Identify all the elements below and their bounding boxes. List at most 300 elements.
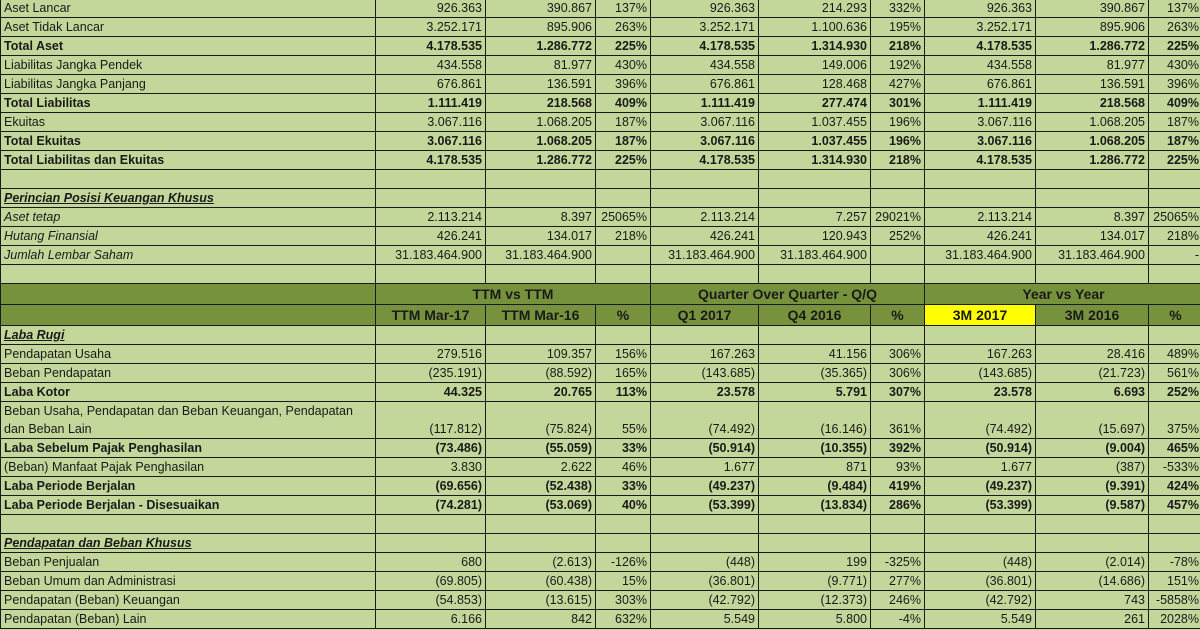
- value-cell[interactable]: 29021%: [871, 208, 925, 227]
- empty-cell[interactable]: [1149, 170, 1200, 189]
- empty-cell[interactable]: [596, 515, 651, 534]
- empty-cell[interactable]: [376, 515, 486, 534]
- value-cell[interactable]: 390.867: [1036, 0, 1149, 18]
- value-cell[interactable]: (36.801): [651, 572, 759, 591]
- value-cell[interactable]: (13.615): [486, 591, 596, 610]
- value-cell[interactable]: 3.067.116: [925, 113, 1036, 132]
- value-cell[interactable]: -5858%: [1149, 591, 1200, 610]
- value-cell[interactable]: 4.178.535: [651, 151, 759, 170]
- value-cell[interactable]: (42.792): [925, 591, 1036, 610]
- value-cell[interactable]: 6.166: [376, 610, 486, 629]
- empty-cell[interactable]: [759, 515, 871, 534]
- value-cell[interactable]: 680: [376, 553, 486, 572]
- value-cell[interactable]: 196%: [871, 132, 925, 151]
- row-label[interactable]: Laba Sebelum Pajak Penghasilan: [1, 439, 376, 458]
- column-header[interactable]: 3M 2017: [925, 305, 1036, 326]
- row-label[interactable]: Jumlah Lembar Saham: [1, 246, 376, 265]
- value-cell[interactable]: 195%: [871, 18, 925, 37]
- row-label[interactable]: Laba Periode Berjalan - Disesuaikan: [1, 496, 376, 515]
- column-header[interactable]: 3M 2016: [1036, 305, 1149, 326]
- value-cell[interactable]: (9.587): [1036, 496, 1149, 515]
- row-label[interactable]: Pendapatan (Beban) Lain: [1, 610, 376, 629]
- row-label[interactable]: Pendapatan (Beban) Keuangan: [1, 591, 376, 610]
- value-cell[interactable]: 1.068.205: [486, 113, 596, 132]
- value-cell[interactable]: 427%: [871, 75, 925, 94]
- value-cell[interactable]: (9.771): [759, 572, 871, 591]
- empty-cell[interactable]: [1149, 326, 1200, 345]
- value-cell[interactable]: (54.853): [376, 591, 486, 610]
- row-label[interactable]: (Beban) Manfaat Pajak Penghasilan: [1, 458, 376, 477]
- value-cell[interactable]: -4%: [871, 610, 925, 629]
- value-cell[interactable]: 676.861: [925, 75, 1036, 94]
- value-cell[interactable]: 31.183.464.900: [759, 246, 871, 265]
- value-cell[interactable]: 225%: [596, 37, 651, 56]
- value-cell[interactable]: 8.397: [1036, 208, 1149, 227]
- empty-cell[interactable]: [871, 170, 925, 189]
- empty-cell[interactable]: [925, 515, 1036, 534]
- empty-cell[interactable]: [596, 326, 651, 345]
- empty-cell[interactable]: [486, 326, 596, 345]
- value-cell[interactable]: 187%: [596, 113, 651, 132]
- value-cell[interactable]: 1.286.772: [486, 151, 596, 170]
- value-cell[interactable]: 192%: [871, 56, 925, 75]
- empty-cell[interactable]: [1, 265, 376, 284]
- empty-cell[interactable]: [1149, 515, 1200, 534]
- empty-cell[interactable]: [1036, 326, 1149, 345]
- value-cell[interactable]: 196%: [871, 113, 925, 132]
- value-cell[interactable]: 676.861: [376, 75, 486, 94]
- value-cell[interactable]: 2028%: [1149, 610, 1200, 629]
- value-cell[interactable]: 120.943: [759, 227, 871, 246]
- empty-cell[interactable]: [1036, 515, 1149, 534]
- value-cell[interactable]: 3.252.171: [651, 18, 759, 37]
- value-cell[interactable]: 306%: [871, 345, 925, 364]
- value-cell[interactable]: (12.373): [759, 591, 871, 610]
- value-cell[interactable]: 301%: [871, 94, 925, 113]
- value-cell[interactable]: 426.241: [651, 227, 759, 246]
- empty-cell[interactable]: [871, 326, 925, 345]
- value-cell[interactable]: (448): [925, 553, 1036, 572]
- value-cell[interactable]: 136.591: [1036, 75, 1149, 94]
- value-cell[interactable]: 396%: [596, 75, 651, 94]
- value-cell[interactable]: 6.693: [1036, 383, 1149, 402]
- value-cell[interactable]: 31.183.464.900: [925, 246, 1036, 265]
- value-cell[interactable]: 5.549: [925, 610, 1036, 629]
- value-cell[interactable]: -78%: [1149, 553, 1200, 572]
- value-cell[interactable]: 1.068.205: [486, 132, 596, 151]
- value-cell[interactable]: 55%: [596, 402, 651, 439]
- empty-cell[interactable]: [376, 265, 486, 284]
- value-cell[interactable]: 303%: [596, 591, 651, 610]
- value-cell[interactable]: 361%: [871, 402, 925, 439]
- value-cell[interactable]: 218%: [871, 37, 925, 56]
- empty-cell[interactable]: [651, 170, 759, 189]
- value-cell[interactable]: 286%: [871, 496, 925, 515]
- value-cell[interactable]: -126%: [596, 553, 651, 572]
- value-cell[interactable]: 277%: [871, 572, 925, 591]
- value-cell[interactable]: 375%: [1149, 402, 1200, 439]
- value-cell[interactable]: 4.178.535: [925, 37, 1036, 56]
- value-cell[interactable]: 128.468: [759, 75, 871, 94]
- value-cell[interactable]: 1.068.205: [1036, 113, 1149, 132]
- value-cell[interactable]: 434.558: [651, 56, 759, 75]
- row-label[interactable]: Total Aset: [1, 37, 376, 56]
- column-header[interactable]: %: [871, 305, 925, 326]
- value-cell[interactable]: 1.111.419: [376, 94, 486, 113]
- value-cell[interactable]: 392%: [871, 439, 925, 458]
- value-cell[interactable]: 1.037.455: [759, 132, 871, 151]
- row-label[interactable]: Beban Umum dan Administrasi: [1, 572, 376, 591]
- value-cell[interactable]: 1.677: [925, 458, 1036, 477]
- value-cell[interactable]: 3.067.116: [376, 113, 486, 132]
- value-cell[interactable]: 44.325: [376, 383, 486, 402]
- empty-cell[interactable]: [759, 170, 871, 189]
- value-cell[interactable]: 1.286.772: [1036, 37, 1149, 56]
- value-cell[interactable]: (60.438): [486, 572, 596, 591]
- empty-cell[interactable]: [596, 265, 651, 284]
- row-label[interactable]: Ekuitas: [1, 113, 376, 132]
- column-header[interactable]: Q4 2016: [759, 305, 871, 326]
- value-cell[interactable]: 134.017: [1036, 227, 1149, 246]
- empty-cell[interactable]: [925, 189, 1036, 208]
- value-cell[interactable]: 4.178.535: [376, 151, 486, 170]
- value-cell[interactable]: 187%: [596, 132, 651, 151]
- value-cell[interactable]: 149.006: [759, 56, 871, 75]
- empty-cell[interactable]: [1149, 265, 1200, 284]
- value-cell[interactable]: 3.067.116: [376, 132, 486, 151]
- value-cell[interactable]: 3.067.116: [925, 132, 1036, 151]
- value-cell[interactable]: (9.391): [1036, 477, 1149, 496]
- value-cell[interactable]: 246%: [871, 591, 925, 610]
- empty-cell[interactable]: [871, 515, 925, 534]
- empty-cell[interactable]: [925, 534, 1036, 553]
- value-cell[interactable]: (143.685): [925, 364, 1036, 383]
- value-cell[interactable]: (49.237): [925, 477, 1036, 496]
- value-cell[interactable]: 81.977: [1036, 56, 1149, 75]
- empty-cell[interactable]: [925, 265, 1036, 284]
- value-cell[interactable]: 41.156: [759, 345, 871, 364]
- value-cell[interactable]: 1.100.636: [759, 18, 871, 37]
- value-cell[interactable]: (13.834): [759, 496, 871, 515]
- value-cell[interactable]: 5.800: [759, 610, 871, 629]
- value-cell[interactable]: 109.357: [486, 345, 596, 364]
- row-label[interactable]: Total Ekuitas: [1, 132, 376, 151]
- empty-cell[interactable]: [651, 515, 759, 534]
- value-cell[interactable]: 261: [1036, 610, 1149, 629]
- value-cell[interactable]: 2.113.214: [925, 208, 1036, 227]
- row-label[interactable]: Hutang Finansial: [1, 227, 376, 246]
- empty-cell[interactable]: [1036, 265, 1149, 284]
- empty-cell[interactable]: [486, 534, 596, 553]
- value-cell[interactable]: 1.111.419: [925, 94, 1036, 113]
- value-cell[interactable]: 1.286.772: [486, 37, 596, 56]
- value-cell[interactable]: (9.484): [759, 477, 871, 496]
- value-cell[interactable]: 396%: [1149, 75, 1200, 94]
- value-cell[interactable]: 3.067.116: [651, 132, 759, 151]
- empty-cell[interactable]: [376, 326, 486, 345]
- value-cell[interactable]: 8.397: [486, 208, 596, 227]
- value-cell[interactable]: 1.314.930: [759, 37, 871, 56]
- value-cell[interactable]: 3.252.171: [376, 18, 486, 37]
- value-cell[interactable]: 167.263: [651, 345, 759, 364]
- empty-cell[interactable]: [1036, 534, 1149, 553]
- value-cell[interactable]: 842: [486, 610, 596, 629]
- value-cell[interactable]: 136.591: [486, 75, 596, 94]
- value-cell[interactable]: 167.263: [925, 345, 1036, 364]
- value-cell[interactable]: 263%: [596, 18, 651, 37]
- value-cell[interactable]: (74.281): [376, 496, 486, 515]
- value-cell[interactable]: 225%: [1149, 37, 1200, 56]
- row-label[interactable]: Aset tetap: [1, 208, 376, 227]
- value-cell[interactable]: 15%: [596, 572, 651, 591]
- row-label[interactable]: Aset Tidak Lancar: [1, 18, 376, 37]
- value-cell[interactable]: 28.416: [1036, 345, 1149, 364]
- value-cell[interactable]: (49.237): [651, 477, 759, 496]
- value-cell[interactable]: (53.069): [486, 496, 596, 515]
- value-cell[interactable]: 434.558: [925, 56, 1036, 75]
- row-label[interactable]: Aset Lancar: [1, 0, 376, 18]
- value-cell[interactable]: (117.812): [376, 402, 486, 439]
- value-cell[interactable]: 895.906: [1036, 18, 1149, 37]
- value-cell[interactable]: 156%: [596, 345, 651, 364]
- empty-cell[interactable]: [596, 534, 651, 553]
- value-cell[interactable]: 252%: [871, 227, 925, 246]
- empty-cell[interactable]: [376, 170, 486, 189]
- row-label[interactable]: Laba Kotor: [1, 383, 376, 402]
- empty-cell[interactable]: [759, 265, 871, 284]
- value-cell[interactable]: 134.017: [486, 227, 596, 246]
- empty-cell[interactable]: [596, 170, 651, 189]
- value-cell[interactable]: 33%: [596, 477, 651, 496]
- value-cell[interactable]: 332%: [871, 0, 925, 18]
- row-label[interactable]: Beban Usaha, Pendapatan dan Beban Keuangan, Pendapatan dan Beban Lain: [1, 402, 376, 439]
- value-cell[interactable]: 218%: [871, 151, 925, 170]
- empty-cell[interactable]: [486, 265, 596, 284]
- value-cell[interactable]: (74.492): [925, 402, 1036, 439]
- value-cell[interactable]: 926.363: [376, 0, 486, 18]
- value-cell[interactable]: 489%: [1149, 345, 1200, 364]
- row-label[interactable]: Liabilitas Jangka Panjang: [1, 75, 376, 94]
- value-cell[interactable]: 214.293: [759, 0, 871, 18]
- column-header[interactable]: %: [596, 305, 651, 326]
- value-cell[interactable]: 3.830: [376, 458, 486, 477]
- value-cell[interactable]: (75.824): [486, 402, 596, 439]
- value-cell[interactable]: 424%: [1149, 477, 1200, 496]
- value-cell[interactable]: 2.622: [486, 458, 596, 477]
- row-label[interactable]: Liabilitas Jangka Pendek: [1, 56, 376, 75]
- value-cell[interactable]: 151%: [1149, 572, 1200, 591]
- value-cell[interactable]: 137%: [596, 0, 651, 18]
- value-cell[interactable]: 218%: [596, 227, 651, 246]
- value-cell[interactable]: (42.792): [651, 591, 759, 610]
- value-cell[interactable]: 31.183.464.900: [1036, 246, 1149, 265]
- value-cell[interactable]: (448): [651, 553, 759, 572]
- value-cell[interactable]: (88.592): [486, 364, 596, 383]
- value-cell[interactable]: 426.241: [376, 227, 486, 246]
- value-cell[interactable]: 25065%: [1149, 208, 1200, 227]
- empty-cell[interactable]: [871, 534, 925, 553]
- value-cell[interactable]: 46%: [596, 458, 651, 477]
- value-cell[interactable]: 5.549: [651, 610, 759, 629]
- value-cell[interactable]: 31.183.464.900: [651, 246, 759, 265]
- value-cell[interactable]: 1.677: [651, 458, 759, 477]
- value-cell[interactable]: 263%: [1149, 18, 1200, 37]
- value-cell[interactable]: (16.146): [759, 402, 871, 439]
- value-cell[interactable]: 409%: [1149, 94, 1200, 113]
- value-cell[interactable]: 1.068.205: [1036, 132, 1149, 151]
- column-header[interactable]: TTM Mar-16: [486, 305, 596, 326]
- value-cell[interactable]: 277.474: [759, 94, 871, 113]
- value-cell[interactable]: 225%: [1149, 151, 1200, 170]
- value-cell[interactable]: (2.014): [1036, 553, 1149, 572]
- value-cell[interactable]: (143.685): [651, 364, 759, 383]
- value-cell[interactable]: 871: [759, 458, 871, 477]
- empty-cell[interactable]: [376, 189, 486, 208]
- column-header[interactable]: Q1 2017: [651, 305, 759, 326]
- empty-cell[interactable]: [486, 515, 596, 534]
- value-cell[interactable]: (2.613): [486, 553, 596, 572]
- value-cell[interactable]: (74.492): [651, 402, 759, 439]
- value-cell[interactable]: 426.241: [925, 227, 1036, 246]
- value-cell[interactable]: 409%: [596, 94, 651, 113]
- column-header[interactable]: %: [1149, 305, 1200, 326]
- value-cell[interactable]: 457%: [1149, 496, 1200, 515]
- value-cell[interactable]: 31.183.464.900: [376, 246, 486, 265]
- value-cell[interactable]: 40%: [596, 496, 651, 515]
- empty-cell[interactable]: [871, 189, 925, 208]
- value-cell[interactable]: 31.183.464.900: [486, 246, 596, 265]
- value-cell[interactable]: (36.801): [925, 572, 1036, 591]
- value-cell[interactable]: (53.399): [925, 496, 1036, 515]
- value-cell[interactable]: 390.867: [486, 0, 596, 18]
- value-cell[interactable]: (55.059): [486, 439, 596, 458]
- value-cell[interactable]: 306%: [871, 364, 925, 383]
- value-cell[interactable]: 225%: [596, 151, 651, 170]
- empty-cell[interactable]: [925, 326, 1036, 345]
- value-cell[interactable]: 676.861: [651, 75, 759, 94]
- value-cell[interactable]: (235.191): [376, 364, 486, 383]
- value-cell[interactable]: 1.286.772: [1036, 151, 1149, 170]
- value-cell[interactable]: 3.252.171: [925, 18, 1036, 37]
- value-cell[interactable]: (50.914): [651, 439, 759, 458]
- value-cell[interactable]: 218.568: [486, 94, 596, 113]
- value-cell[interactable]: 4.178.535: [376, 37, 486, 56]
- empty-cell[interactable]: [759, 534, 871, 553]
- value-cell[interactable]: (73.486): [376, 439, 486, 458]
- value-cell[interactable]: 23.578: [651, 383, 759, 402]
- value-cell[interactable]: 165%: [596, 364, 651, 383]
- empty-cell[interactable]: [1036, 189, 1149, 208]
- empty-cell[interactable]: [759, 326, 871, 345]
- value-cell[interactable]: 430%: [596, 56, 651, 75]
- empty-cell[interactable]: [651, 189, 759, 208]
- value-cell[interactable]: 137%: [1149, 0, 1200, 18]
- value-cell[interactable]: 252%: [1149, 383, 1200, 402]
- value-cell[interactable]: 279.516: [376, 345, 486, 364]
- value-cell[interactable]: 81.977: [486, 56, 596, 75]
- value-cell[interactable]: 926.363: [651, 0, 759, 18]
- empty-cell[interactable]: [1149, 189, 1200, 208]
- empty-cell[interactable]: [925, 170, 1036, 189]
- value-cell[interactable]: 632%: [596, 610, 651, 629]
- value-cell[interactable]: -: [1149, 246, 1200, 265]
- empty-cell[interactable]: [486, 189, 596, 208]
- value-cell[interactable]: 4.178.535: [925, 151, 1036, 170]
- value-cell[interactable]: 7.257: [759, 208, 871, 227]
- value-cell[interactable]: 3.067.116: [651, 113, 759, 132]
- value-cell[interactable]: 218.568: [1036, 94, 1149, 113]
- value-cell[interactable]: 113%: [596, 383, 651, 402]
- empty-cell[interactable]: [871, 265, 925, 284]
- value-cell[interactable]: (387): [1036, 458, 1149, 477]
- value-cell[interactable]: 434.558: [376, 56, 486, 75]
- value-cell[interactable]: 2.113.214: [376, 208, 486, 227]
- value-cell[interactable]: (53.399): [651, 496, 759, 515]
- value-cell[interactable]: (50.914): [925, 439, 1036, 458]
- value-cell[interactable]: 561%: [1149, 364, 1200, 383]
- value-cell[interactable]: (14.686): [1036, 572, 1149, 591]
- value-cell[interactable]: (9.004): [1036, 439, 1149, 458]
- value-cell[interactable]: 1.314.930: [759, 151, 871, 170]
- value-cell[interactable]: 1.037.455: [759, 113, 871, 132]
- value-cell[interactable]: 93%: [871, 458, 925, 477]
- value-cell[interactable]: (35.365): [759, 364, 871, 383]
- value-cell[interactable]: 4.178.535: [651, 37, 759, 56]
- empty-cell[interactable]: [1149, 534, 1200, 553]
- row-label[interactable]: Total Liabilitas: [1, 94, 376, 113]
- empty-cell[interactable]: [651, 326, 759, 345]
- value-cell[interactable]: 25065%: [596, 208, 651, 227]
- value-cell[interactable]: 187%: [1149, 113, 1200, 132]
- value-cell[interactable]: 743: [1036, 591, 1149, 610]
- value-cell[interactable]: 419%: [871, 477, 925, 496]
- empty-cell[interactable]: [1, 515, 376, 534]
- value-cell[interactable]: 2.113.214: [651, 208, 759, 227]
- row-label[interactable]: Total Liabilitas dan Ekuitas: [1, 151, 376, 170]
- value-cell[interactable]: [596, 246, 651, 265]
- value-cell[interactable]: 895.906: [486, 18, 596, 37]
- value-cell[interactable]: -325%: [871, 553, 925, 572]
- value-cell[interactable]: (69.805): [376, 572, 486, 591]
- value-cell[interactable]: 465%: [1149, 439, 1200, 458]
- value-cell[interactable]: 20.765: [486, 383, 596, 402]
- empty-cell[interactable]: [1, 170, 376, 189]
- row-label[interactable]: Laba Periode Berjalan: [1, 477, 376, 496]
- value-cell[interactable]: -533%: [1149, 458, 1200, 477]
- empty-cell[interactable]: [376, 534, 486, 553]
- empty-cell[interactable]: [486, 170, 596, 189]
- empty-cell[interactable]: [1036, 170, 1149, 189]
- value-cell[interactable]: (10.355): [759, 439, 871, 458]
- value-cell[interactable]: 33%: [596, 439, 651, 458]
- empty-cell[interactable]: [651, 265, 759, 284]
- value-cell[interactable]: 307%: [871, 383, 925, 402]
- value-cell[interactable]: (21.723): [1036, 364, 1149, 383]
- row-label[interactable]: Beban Penjualan: [1, 553, 376, 572]
- row-label[interactable]: Beban Pendapatan: [1, 364, 376, 383]
- value-cell[interactable]: [871, 246, 925, 265]
- empty-cell[interactable]: [759, 189, 871, 208]
- row-label[interactable]: Pendapatan Usaha: [1, 345, 376, 364]
- column-header[interactable]: TTM Mar-17: [376, 305, 486, 326]
- value-cell[interactable]: (52.438): [486, 477, 596, 496]
- value-cell[interactable]: 199: [759, 553, 871, 572]
- empty-cell[interactable]: [596, 189, 651, 208]
- value-cell[interactable]: 187%: [1149, 132, 1200, 151]
- value-cell[interactable]: 430%: [1149, 56, 1200, 75]
- value-cell[interactable]: 23.578: [925, 383, 1036, 402]
- value-cell[interactable]: 1.111.419: [651, 94, 759, 113]
